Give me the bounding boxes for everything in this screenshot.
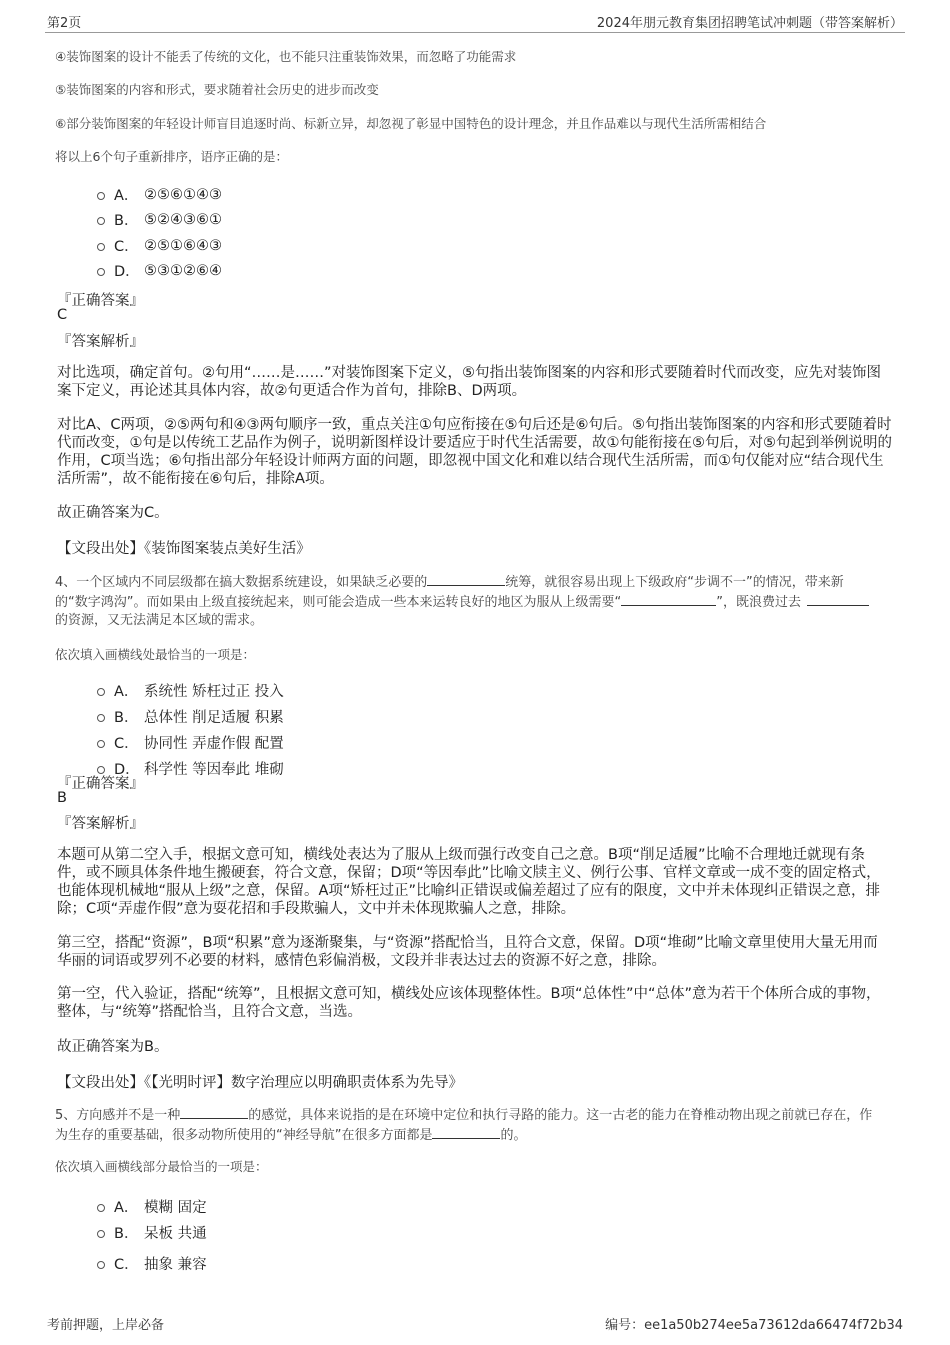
option-text: 系统性 矫枉过正 投入: [144, 684, 284, 700]
q3-answer-heading: 『正确答案』: [57, 293, 144, 309]
q3-analysis-heading: 『答案解析』: [57, 334, 144, 350]
q3-sentence-5: ⑤装饰图案的内容和形式，要求随着社会历史的进步而改变: [55, 82, 379, 97]
option-letter: B．: [114, 710, 139, 726]
radio-icon[interactable]: [97, 1230, 105, 1238]
q5-stem: [55, 1105, 900, 1145]
option-letter: A．: [114, 188, 139, 204]
footer-slogan: 考前押题，上岸必备: [47, 1318, 165, 1333]
radio-icon[interactable]: [97, 192, 105, 200]
q3-option-b[interactable]: [97, 209, 222, 230]
option-text: 协同性 弄虚作假 配置: [144, 736, 284, 752]
q4-answer: B: [57, 790, 67, 806]
option-text: 呆板 共通: [144, 1226, 207, 1242]
q4-analysis-paragraph-3: 第一空，代入验证，搭配“统筹”，且根据文意可知，横线处应该体现整体性。B项“总体性”中“总体”意为若干个体所合成的事物，整体，与“统筹”搭配恰当，且符合文意，当选。: [57, 986, 881, 1020]
radio-icon[interactable]: [97, 688, 105, 696]
page-number: 第2页: [47, 16, 82, 31]
q3-conclusion: 故正确答案为C。: [57, 505, 169, 521]
option-letter: A．: [114, 1200, 139, 1216]
option-letter: B．: [114, 1226, 139, 1242]
q3-option-c[interactable]: [97, 235, 222, 256]
document-title: 2024年朋元教育集团招聘笔试冲刺题（带答案解析）: [596, 16, 903, 31]
q4-stem-text: ”，既浪费过去: [716, 595, 801, 610]
q5-blank-1: [180, 1105, 248, 1119]
q5-option-b[interactable]: [97, 1222, 207, 1243]
q4-stem-text: 的“数字鸿沟”。而如果由上级直接统起来，则可能会造成一些本来运转良好的地区为服从上级需要“: [55, 595, 622, 610]
q5-prompt: 依次填入画横线部分最恰当的一项是：: [55, 1159, 268, 1174]
header-divider: [45, 32, 905, 33]
option-text: 科学性 等因奉此 堆砌: [144, 762, 284, 778]
q5-option-a[interactable]: [97, 1196, 207, 1217]
q5-blank-2: [432, 1125, 500, 1139]
q5-stem-text: 5、方向感并不是一种: [55, 1108, 181, 1123]
q3-analysis-paragraph-1: 对比选项，确定首句。②句用“……是……”对装饰图案下定义，⑤句指出装饰图案的内容和形式要随着时代而改变，应先对装饰图案下定义，再论述其具体内容，故②句更适合作为首句，排除B、D两项。: [57, 365, 882, 399]
option-text: 总体性 削足适履 积累: [144, 710, 284, 726]
q4-option-a[interactable]: [97, 680, 284, 701]
q3-option-d[interactable]: [97, 260, 222, 281]
q3-option-a[interactable]: [97, 184, 222, 205]
q4-stem-text: 统筹，就很容易出现上下级政府“步调不一”的情况，带来新: [505, 575, 844, 590]
q4-option-c[interactable]: [97, 732, 284, 753]
q4-analysis-heading: 『答案解析』: [57, 816, 144, 832]
q4-option-b[interactable]: [97, 706, 284, 727]
q4-analysis-paragraph-2: 第三空，搭配“资源”，B项“积累”意为逐渐聚集，与“资源”搭配恰当，且符合文意，保留。D项“堆砌”比喻文章里使用大量无用而华丽的词语或罗列不必要的材料，感情色彩偏消极，文段并非表达过去的资源不好之意，排除。: [57, 935, 878, 969]
option-letter: C．: [114, 239, 139, 255]
q3-analysis-paragraph-2: 对比A、C两项，②⑤两句和④③两句顺序一致，重点关注①句应衔接在⑤句后还是⑥句后。⑤句指出装饰图案的内容和形式要随着时代而改变，①句是以传统工艺品作为例子，说明新图样设计要适应于时代生活需要，故①句能衔接在⑤句后，对⑤句起到举例说明的作用，C项当选；⑥句指出部分年轻设计师两方面的问题，即忽视中国文化和难以结合现代生活所需，而①句仅能对应“结合现代生活所需”，故不能衔接在⑥句后，排除A项。: [57, 417, 892, 487]
option-letter: D．: [114, 762, 140, 778]
q4-answer-heading: 『正确答案』: [57, 776, 144, 792]
q4-stem-text: 的资源，又无法满足本区域的需求。: [55, 613, 264, 628]
option-letter: A．: [114, 684, 139, 700]
q4-conclusion: 故正确答案为B。: [57, 1039, 169, 1055]
q4-blank-3: [807, 592, 869, 606]
q4-prompt: 依次填入画横线处最恰当的一项是：: [55, 647, 256, 662]
option-text: 抽象 兼容: [144, 1257, 207, 1273]
option-text: 模糊 固定: [144, 1200, 207, 1216]
radio-icon[interactable]: [97, 1261, 105, 1269]
q5-stem-text: 的。: [500, 1128, 527, 1143]
option-letter: B．: [114, 213, 139, 229]
option-letter: C．: [114, 1257, 139, 1273]
q5-stem-text: 的感觉，具体来说指的是在环境中定位和执行寻路的能力。这一古老的能力在脊椎动物出现之前就已存在，作: [248, 1108, 873, 1123]
q4-source: 【文段出处】《【光明时评】数字治理应以明确职责体系为先导》: [57, 1075, 463, 1091]
q3-sentence-6: ⑥部分装饰图案的年轻设计师盲目追逐时尚、标新立异，却忽视了彰显中国特色的设计理念，并且作品难以与现代生活所需相结合: [55, 116, 767, 131]
radio-icon[interactable]: [97, 1204, 105, 1212]
q3-source: 【文段出处】《装饰图案装点美好生活》: [57, 541, 311, 557]
q3-sentence-4: ④装饰图案的设计不能丢了传统的文化，也不能只注重装饰效果，而忽略了功能需求: [55, 49, 517, 64]
option-text: ⑤②④③⑥①: [144, 211, 222, 228]
option-letter: C．: [114, 736, 139, 752]
q4-blank-1: [427, 572, 505, 586]
q3-prompt: 将以上6个句子重新排序，语序正确的是：: [55, 149, 288, 164]
q3-answer: C: [57, 307, 68, 323]
q4-stem-text: 4、一个区域内不同层级都在搞大数据系统建设，如果缺乏必要的: [55, 575, 428, 590]
q4-blank-2: [621, 592, 716, 606]
q4-analysis-paragraph-1: 本题可从第二空入手，根据文意可知，横线处表达为了服从上级而强行改变自己之意。B项“削足适履”比喻不合理地迁就现有条件，或不顾具体条件地生搬硬套，符合文意，保留；D项“等因奉此”比喻文牍主义、例行公事、官样文章或一成不变的固定格式，也能体现机械地“服从上级”之意，保留。A项“矫枉过正”比喻纠正错误或偏差超过了应有的限度，文中并未体现纠正错误之意，排除；C项“弄虚作假”意为耍花招和手段欺骗人，文中并未体现欺骗人之意，排除。: [57, 847, 881, 917]
radio-icon[interactable]: [97, 243, 105, 251]
option-text: ②⑤①⑥④③: [144, 237, 222, 254]
option-letter: D．: [114, 264, 140, 280]
footer-code: 编号：ee1a50b274ee5a73612da66474f72b34: [605, 1318, 903, 1333]
option-text: ⑤③①②⑥④: [144, 262, 222, 279]
radio-icon[interactable]: [97, 714, 105, 722]
radio-icon[interactable]: [97, 740, 105, 748]
q5-option-c[interactable]: [97, 1253, 207, 1274]
radio-icon[interactable]: [97, 217, 105, 225]
q4-stem: [55, 572, 900, 630]
option-text: ②⑤⑥①④③: [144, 186, 222, 203]
q5-stem-text: 为生存的重要基础，很多动物所使用的“神经导航”在很多方面都是: [55, 1128, 433, 1143]
radio-icon[interactable]: [97, 268, 105, 276]
